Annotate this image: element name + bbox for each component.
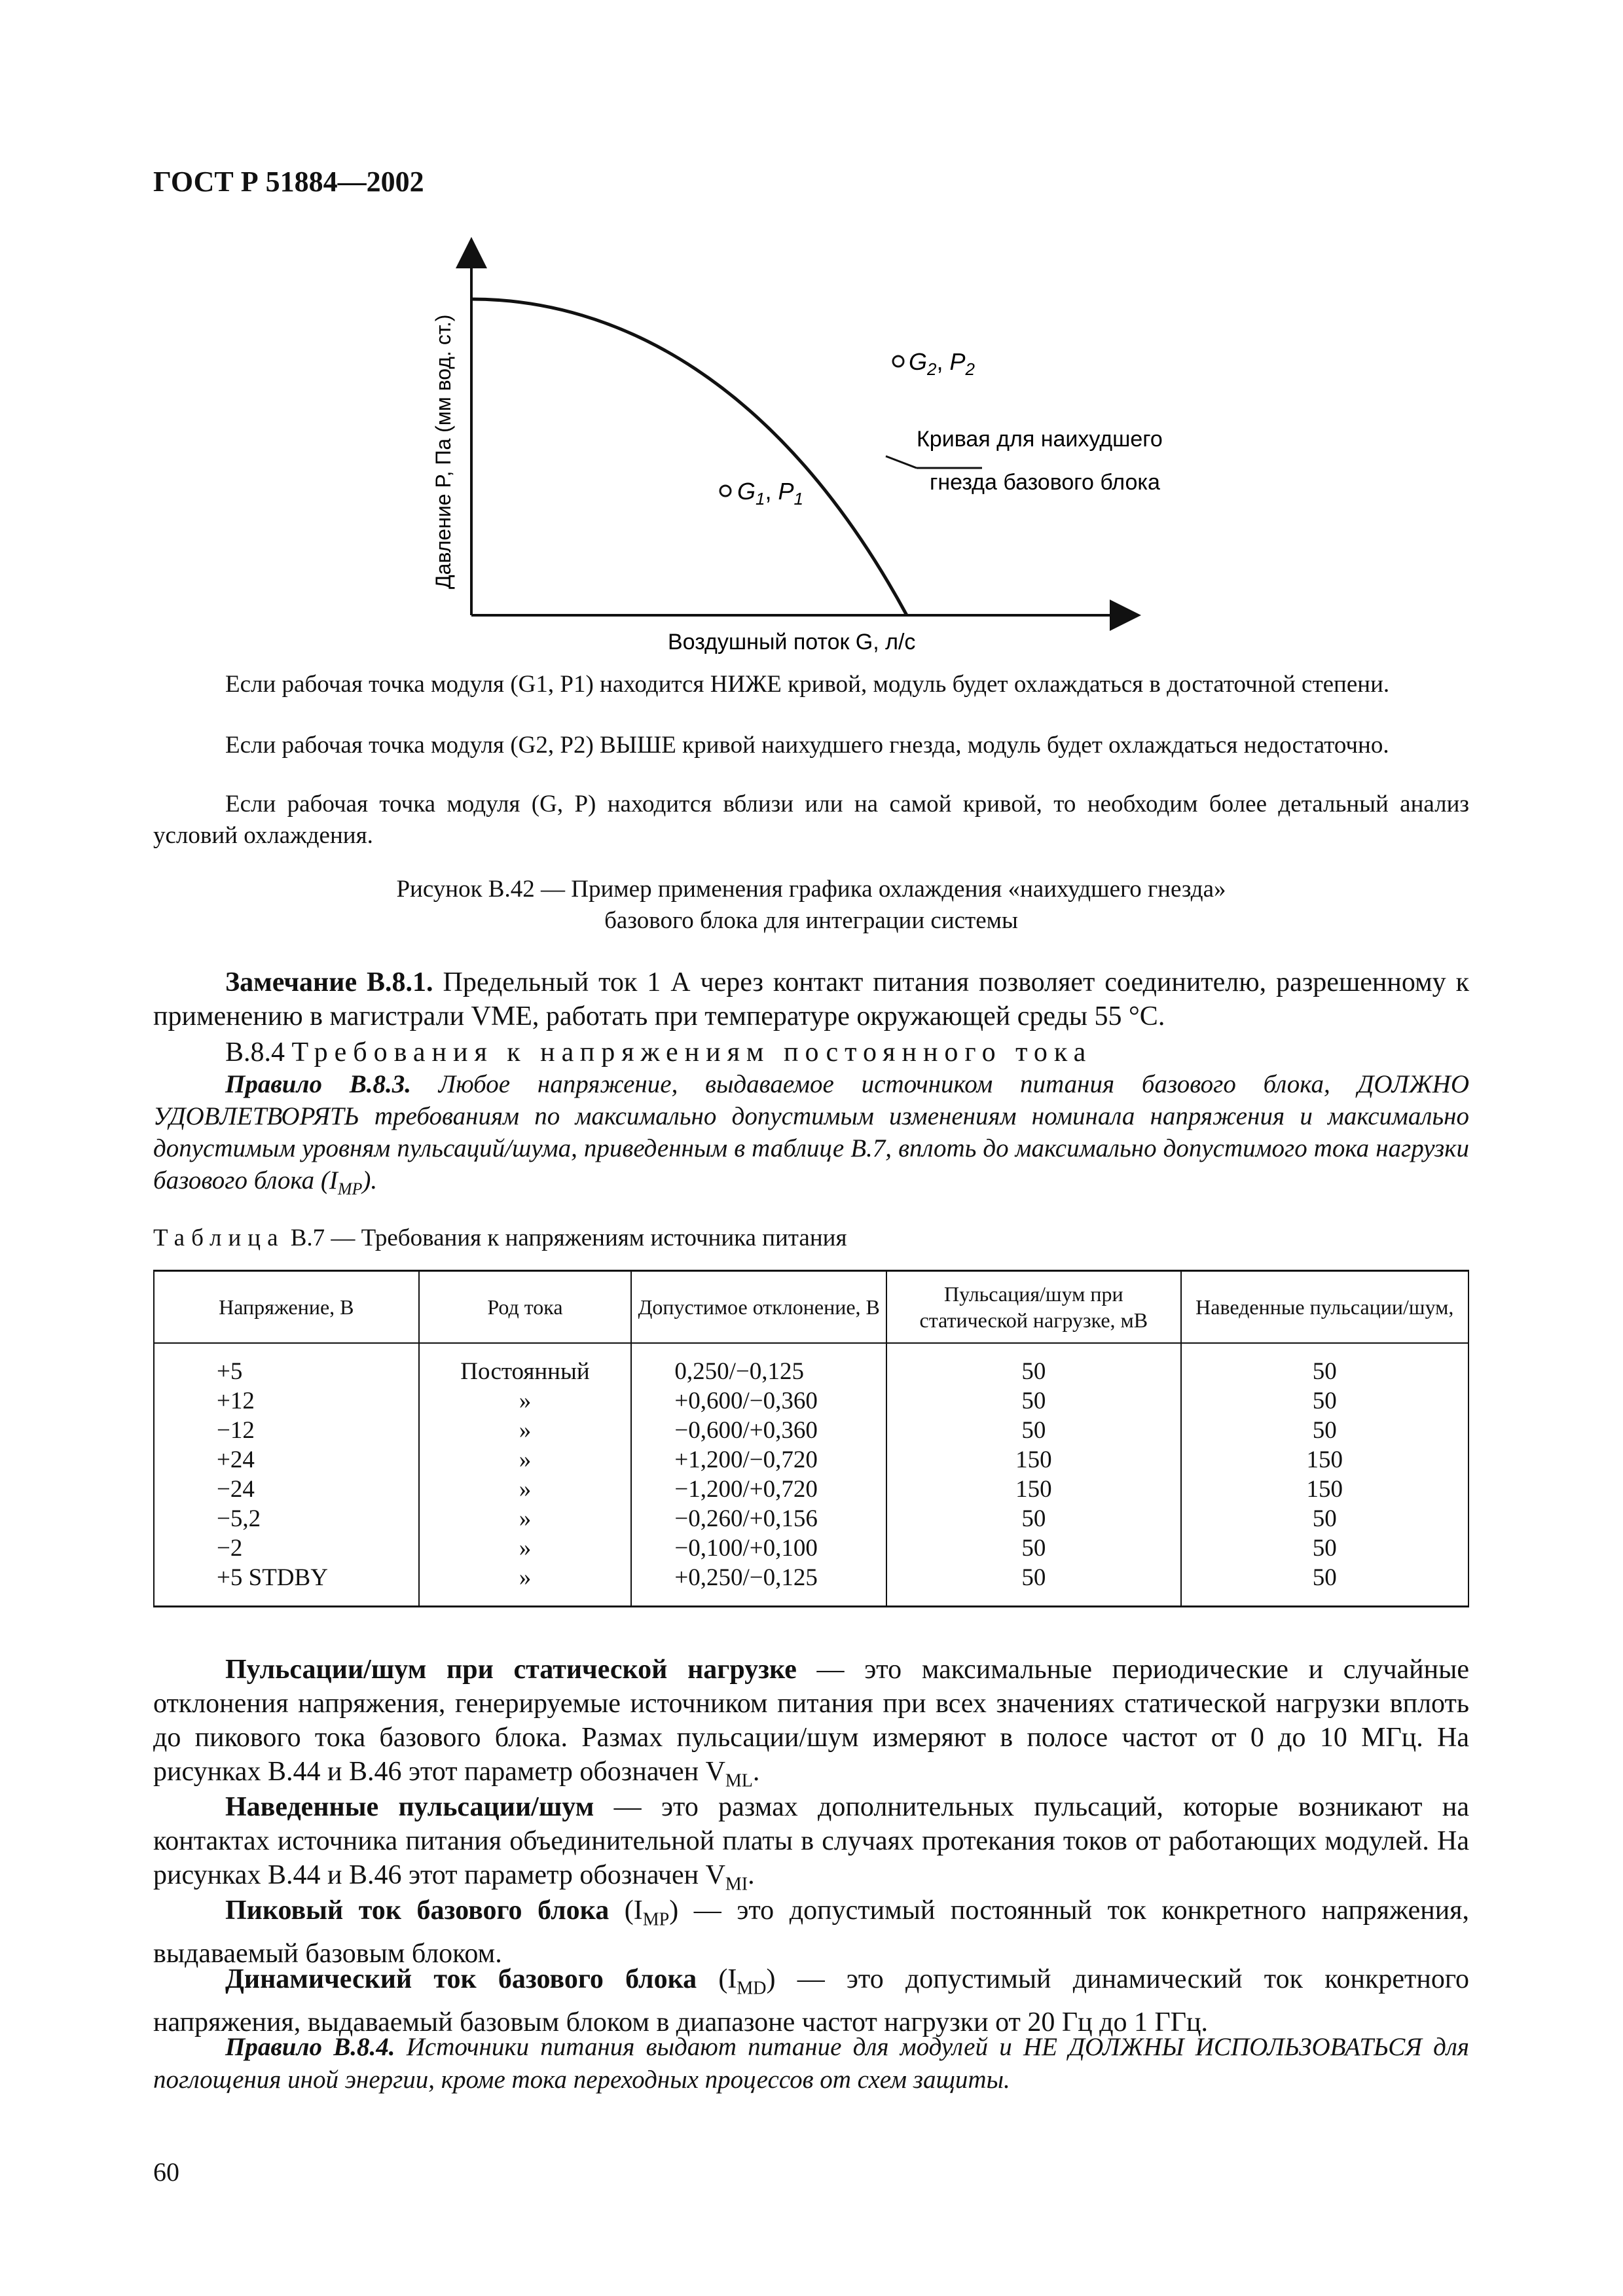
point-g1-p1-marker	[720, 486, 731, 496]
header-voltage: Напряжение, В	[154, 1271, 419, 1344]
page-number: 60	[153, 2157, 179, 2187]
curve-label-line2: гнезда базового блока	[930, 470, 1160, 495]
ripple-static-cell: 50	[1021, 1358, 1046, 1385]
def2-term: Наведенные пульсации/шум	[225, 1792, 594, 1822]
ripple-static-cell: 50	[1021, 1505, 1046, 1532]
definition-peak-current	[153, 1893, 1469, 1971]
header-current-type: Род тока	[419, 1271, 632, 1344]
def3-text1: (I	[609, 1895, 643, 1926]
voltage-column	[154, 1343, 419, 1607]
deviation-cell: −0,260/+0,156	[674, 1505, 818, 1532]
fig-text-p2: Если рабочая точка модуля (G2, P2) ВЫШЕ кривой наихудшего гнезда, модуль будет охлаждаться недостаточно.	[225, 732, 1389, 759]
deviation-cell: +1,200/−0,720	[674, 1446, 818, 1473]
rule-b83	[153, 1068, 1469, 1205]
header-ripple-static: Пульсация/шум при статической нагрузке, мВ	[886, 1271, 1180, 1344]
voltage-cell: +12	[217, 1388, 255, 1414]
deviation-cell: −0,100/+0,100	[674, 1535, 818, 1562]
table-body-row	[154, 1343, 1468, 1607]
ripple-induced-cell: 50	[1312, 1564, 1337, 1591]
ripple-static-cell: 150	[1015, 1476, 1052, 1503]
current-type-cell: »	[519, 1417, 532, 1444]
table-caption-prefix: Таблица	[153, 1225, 285, 1251]
def2-text: — это размах дополнительных пульсаций, которые возникают на контактах источника питания объединительной платы в случаях протекания токов от работающих модулей. На рисунках В.44 и В.46 этот параметр обозначен V	[153, 1792, 1469, 1890]
def3-term: Пиковый ток базового блока	[225, 1895, 610, 1926]
def1-text: — это максимальные периодические и случайные отклонения напряжения, генерируемые источником питания при всех значениях статической нагрузки вплоть до пикового тока базового блока. Размах пульсации/шум измеряют в полосе частот от 0 до 10 МГц. На рисунках В.44 и В.46 этот параметр обозначен V	[153, 1655, 1469, 1787]
voltage-cell: −12	[217, 1417, 255, 1444]
def2-end: .	[748, 1860, 755, 1890]
def4-text2: ) — это допустимый динамический ток конкретного напряжения, выдаваемый базовым блоком в диапазоне частот нагрузки от 20 Гц до 1 ГГц.	[153, 1964, 1470, 2038]
ripple-static-cell: 50	[1021, 1388, 1046, 1414]
current-type-cell: »	[519, 1535, 532, 1562]
voltage-cell: +5 STDBY	[217, 1564, 328, 1591]
note-paragraph	[153, 965, 1469, 1033]
ripple-static-cell: 50	[1021, 1535, 1046, 1562]
deviation-cell: +0,250/−0,125	[674, 1564, 818, 1591]
curve-label-line1: Кривая для наихудшего	[917, 427, 1163, 452]
note-label: Замечание В.8.1.	[225, 967, 433, 997]
ripple-static-cell: 50	[1021, 1417, 1046, 1444]
curve-label-leader	[886, 456, 917, 468]
ripple-induced-column	[1181, 1343, 1468, 1607]
point-g2-p2-label: $G_2$, $P_2$	[909, 348, 975, 379]
def1-term: Пульсации/шум при статической нагрузке	[225, 1655, 797, 1685]
def2-sub: MI	[725, 1874, 748, 1895]
def1-end: .	[752, 1757, 760, 1787]
rule-b83-text: Любое напряжение, выдаваемое источником питания базового блока, ДОЛЖНО УДОВЛЕТВОРЯТЬ требованиям по максимально допустимым изменениям номинала напряжения и максимально допустимым уровням пульсаций/шума, приведенным в таблице В.7, вплоть до максимально допустимого тока нагрузки базового блока (I	[153, 1070, 1469, 1194]
rule-b83-sub: MP	[337, 1179, 363, 1198]
table-caption	[153, 1224, 847, 1252]
rule-b83-end: ).	[362, 1166, 378, 1194]
definition-induced-ripple	[153, 1790, 1469, 1901]
worst-slot-curve	[471, 299, 907, 615]
voltage-cell: +5	[217, 1358, 243, 1385]
ripple-induced-cell: 50	[1312, 1535, 1337, 1562]
ripple-static-cell: 150	[1015, 1446, 1052, 1473]
section-number: В.8.4	[225, 1037, 285, 1067]
figure-caption-line2: базового блока для интеграции системы	[604, 907, 1018, 934]
ripple-induced-cell: 50	[1312, 1417, 1337, 1444]
rule-b84	[153, 2031, 1469, 2096]
rule-b83-label: Правило В.8.3.	[225, 1070, 412, 1098]
header-ripple-induced: Наведенные пульсации/шум,	[1181, 1271, 1468, 1344]
current-type-cell: »	[519, 1446, 532, 1473]
document-header: ГОСТ Р 51884—2002	[153, 166, 424, 198]
ripple-static-column	[886, 1343, 1180, 1607]
cooling-figure	[419, 236, 1178, 661]
header-deviation: Допустимое отклонение, В	[631, 1271, 886, 1344]
figure-caption-line1: Рисунок В.42 — Пример применения графика охлаждения «наихудшего гнезда»	[396, 876, 1226, 903]
definition-dynamic-current	[153, 1962, 1469, 2039]
deviation-cell: +0,600/−0,360	[674, 1388, 818, 1414]
current-type-cell: »	[519, 1564, 532, 1591]
ripple-static-cell: 50	[1021, 1564, 1046, 1591]
voltage-cell: +24	[217, 1446, 255, 1473]
deviation-cell: −0,600/+0,360	[674, 1417, 818, 1444]
fig-text-p1: Если рабочая точка модуля (G1, P1) находится НИЖЕ кривой, модуль будет охлаждаться в достаточной степени.	[225, 671, 1390, 698]
ripple-induced-cell: 150	[1306, 1476, 1343, 1503]
ripple-induced-cell: 150	[1306, 1446, 1343, 1473]
rule-b84-label: Правило В.8.4.	[225, 2033, 395, 2061]
voltage-cell: −5,2	[217, 1505, 261, 1532]
ripple-induced-cell: 50	[1312, 1505, 1337, 1532]
def4-text1: (I	[697, 1964, 737, 1994]
cooling-diagram	[419, 236, 1178, 661]
current-type-column	[419, 1343, 632, 1607]
ripple-induced-cell: 50	[1312, 1358, 1337, 1385]
voltage-cell: −2	[217, 1535, 243, 1562]
deviation-column	[631, 1343, 886, 1607]
ripple-induced-cell: 50	[1312, 1388, 1337, 1414]
deviation-cell: 0,250/−0,125	[674, 1358, 804, 1385]
def1-sub: ML	[725, 1770, 753, 1791]
deviation-cell: −1,200/+0,720	[674, 1476, 818, 1503]
note-text: Предельный ток 1 А через контакт питания позволяет соединителю, разрешенному к применению в магистрали VME, работать при температуре окружающей среды 55 °С.	[153, 967, 1470, 1031]
section-heading	[153, 1035, 1469, 1069]
current-type-cell: »	[519, 1476, 532, 1503]
section-title: Требования к напряжениям постоянного тока	[291, 1037, 1093, 1067]
def3-sub: MP	[642, 1909, 670, 1930]
current-type-cell: »	[519, 1388, 532, 1414]
point-g1-p1-label: $G_1$, $P_1$	[737, 478, 803, 509]
def4-sub: MD	[737, 1978, 767, 1999]
current-type-cell: »	[519, 1505, 532, 1532]
table-header-row	[154, 1271, 1468, 1344]
point-g2-p2-marker	[893, 356, 903, 367]
table-caption-rest: В.7 — Требования к напряжениям источника питания	[284, 1225, 847, 1251]
fig-text-p3: Если рабочая точка модуля (G, P) находится вблизи или на самой кривой, то необходим более детальный анализ условий охлаждения.	[153, 791, 1469, 849]
y-axis-label: Давление P, Па (мм вод. ст.)	[431, 314, 455, 589]
def4-term: Динамический ток базового блока	[225, 1964, 697, 1994]
rule-b84-text: Источники питания выдают питание для модулей и НЕ ДОЛЖНЫ ИСПОЛЬЗОВАТЬСЯ для поглощения иной энергии, кроме тока переходных процессов от схем защиты.	[153, 2033, 1469, 2094]
voltage-cell: −24	[217, 1476, 255, 1503]
current-type-cell: Постоянный	[460, 1358, 590, 1385]
x-axis-label: Воздушный поток G, л/с	[668, 630, 916, 655]
def3-text2: ) — это допустимый постоянный ток конкретного напряжения, выдаваемый базовым блоком.	[153, 1895, 1469, 1969]
voltage-requirements-table	[153, 1270, 1469, 1607]
definition-static-ripple	[153, 1653, 1469, 1798]
